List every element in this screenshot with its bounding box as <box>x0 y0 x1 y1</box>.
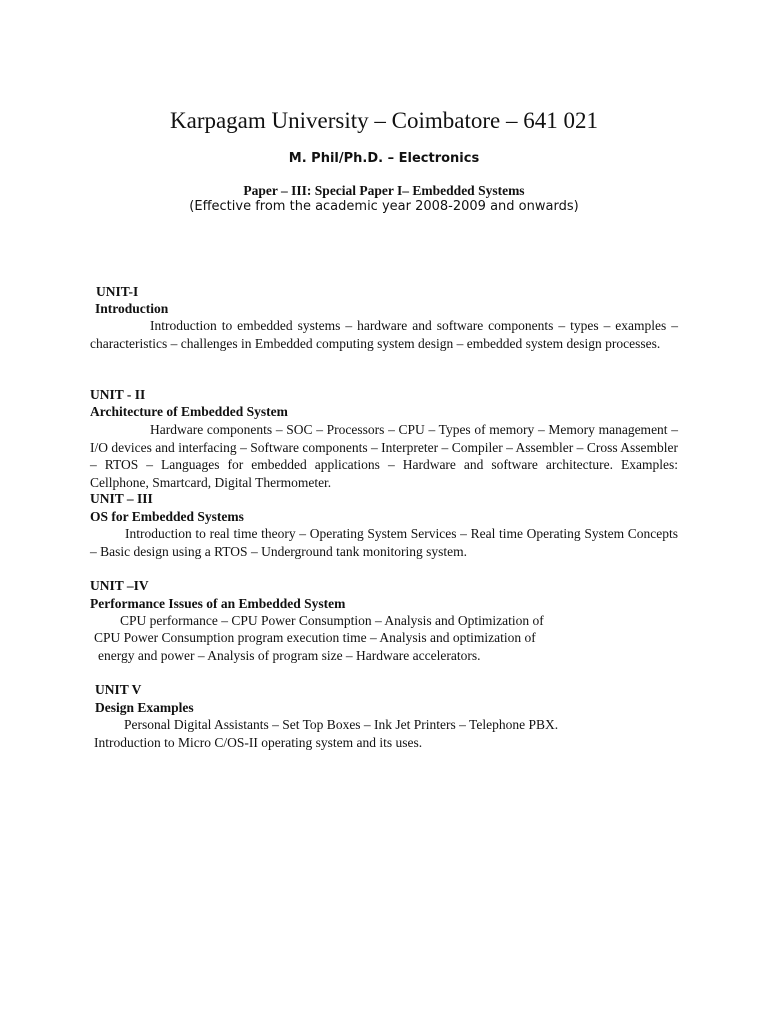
effective-note: (Effective from the academic year 2008-2009 and onwards) <box>189 199 579 214</box>
unit-5-heading: Design Examples <box>95 700 194 715</box>
unit-1-text: Introduction to embedded systems – hardware and software components – types – examples – characteristics – challenges in Embedded computing system design – embedded system design processes. <box>90 318 678 351</box>
program-subtitle: M. Phil/Ph.D. – Electronics <box>288 151 480 166</box>
unit-5-label: UNIT V <box>95 682 142 697</box>
unit-4-label: UNIT –IV <box>90 578 149 593</box>
unit-3-text: Introduction to real time theory – Operating System Services – Real time Operating System Concepts – Basic design using a RTOS – Underground tank monitoring system. <box>90 526 678 559</box>
unit-3-heading: OS for Embedded Systems <box>90 509 244 524</box>
unit-4-line-2: CPU Power Consumption program execution time – Analysis and optimization of <box>94 630 536 645</box>
unit-4-line-1: CPU performance – CPU Power Consumption – Analysis and Optimization of <box>120 613 544 628</box>
unit-2-heading: Architecture of Embedded System <box>90 404 288 419</box>
unit-4-heading: Performance Issues of an Embedded System <box>90 596 346 611</box>
unit-1-heading: Introduction <box>95 301 169 316</box>
unit-4-line-3: energy and power – Analysis of program size – Hardware accelerators. <box>98 648 481 663</box>
unit-2-label: UNIT - II <box>90 387 146 402</box>
paper-title: Paper – III: Special Paper I– Embedded Systems <box>243 183 525 198</box>
unit-2-text: Hardware components – SOC – Processors – CPU – Types of memory – Memory management – I/O devices and interfacing – Software components – Interpreter – Compiler – Assembler – Cross Assembler – RTOS – Languages for embedded applications – Hardware and software architecture. Examples: Cellphone, Smartcard, Digital Thermometer. <box>90 422 678 490</box>
unit-1-label: UNIT-I <box>96 284 139 299</box>
unit-3-label: UNIT – III <box>90 491 153 506</box>
unit-5-line-2: Introduction to Micro C/OS-II operating system and its uses. <box>94 735 423 750</box>
document-title: Karpagam University – Coimbatore – 641 021 <box>170 108 598 133</box>
unit-5-line-1: Personal Digital Assistants – Set Top Boxes – Ink Jet Printers – Telephone PBX. <box>124 717 559 732</box>
